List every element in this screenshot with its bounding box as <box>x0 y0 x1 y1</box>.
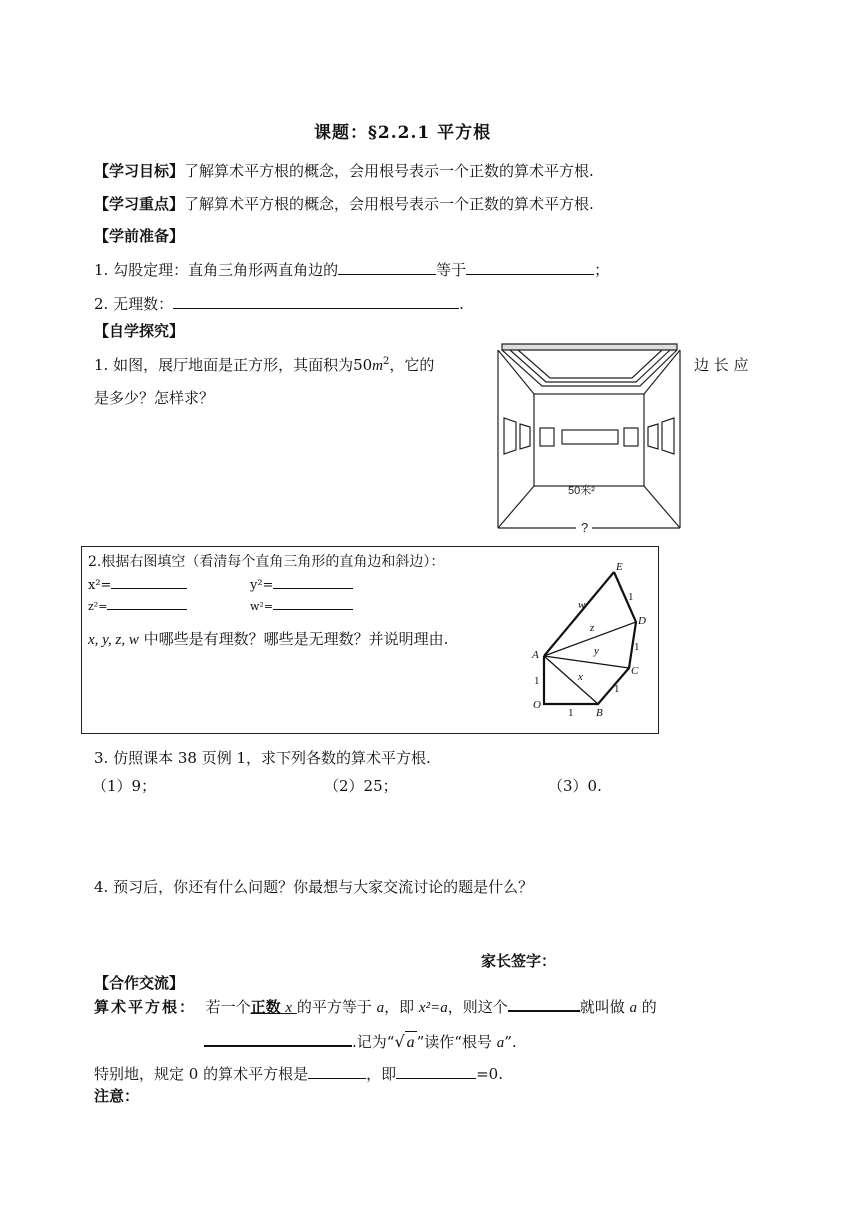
def-a-var-3: a <box>496 1035 505 1051</box>
learning-goal <box>94 160 594 181</box>
special-text-c: =0. <box>476 1065 503 1083</box>
q3-item-2: （2）25； <box>324 777 398 795</box>
def-positive: 正数 <box>250 998 281 1016</box>
focus-label: 【学习重点】 <box>94 195 185 213</box>
w-squared-field <box>250 598 353 613</box>
def-text-d: ，则这个 <box>447 998 508 1016</box>
x-squared-label: x²= <box>88 578 112 593</box>
sqrt-a: a <box>406 1034 415 1051</box>
prep-q2-end: . <box>459 295 464 313</box>
page-title: 课题：§2.2.1 平方根 <box>314 123 492 143</box>
room-side-question: ? <box>581 520 589 534</box>
z-squared-label: z²= <box>88 600 108 613</box>
explore-q1-text: 1. 如图，展厅地面是正方形，其面积为50 <box>94 356 373 374</box>
prep-q2-text: 2. 无理数： <box>94 295 174 313</box>
blank-irrational[interactable] <box>173 293 459 309</box>
explore-q2-text: 2.根据右图填空（看清每个直角三角形的直角边和斜边）： <box>88 554 445 570</box>
def-text-e: 就叫做 <box>579 998 625 1016</box>
blank-z2[interactable] <box>107 598 187 610</box>
z-squared-field <box>88 598 187 613</box>
w-squared-label: w²= <box>250 600 274 613</box>
blank-w2[interactable] <box>273 598 353 610</box>
blank-sqrt-zero[interactable] <box>396 1063 476 1079</box>
prep-q1-end: ； <box>594 261 610 279</box>
room-area-label: 50米² <box>568 485 595 497</box>
point-D: D <box>638 615 646 627</box>
goal-label: 【学习目标】 <box>94 162 185 180</box>
variables: x, y, z, w <box>88 632 139 648</box>
def-x: x <box>285 1000 293 1016</box>
prep-question-2 <box>94 293 464 314</box>
blank-x2[interactable] <box>111 576 187 589</box>
special-text-b: ，即 <box>366 1065 397 1083</box>
def-equation: x²=a <box>418 1000 448 1016</box>
triangle-spiral-diagram <box>526 556 656 720</box>
unit-m: m <box>372 358 384 374</box>
length-DC: 1 <box>634 641 640 653</box>
def-text-b: 的平方等于 <box>296 998 372 1016</box>
point-A: A <box>532 649 539 661</box>
definition-label: 算术平方根： <box>94 998 197 1016</box>
length-CB: 1 <box>614 683 620 695</box>
blank-legs[interactable] <box>338 259 436 275</box>
sqrt-symbol: √ a <box>394 1032 415 1051</box>
special-text-a: 特别地，规定 0 的算术平方根是 <box>94 1065 309 1083</box>
length-OB: 1 <box>568 707 574 719</box>
def-a-var-2: a <box>629 1000 638 1016</box>
explore-label: 【自学探究】 <box>94 322 185 340</box>
y-squared-field <box>250 576 353 593</box>
goal-text: 了解算术平方根的概念，会用根号表示一个正数的算术平方根. <box>184 162 594 180</box>
blank-arith-root[interactable] <box>204 1030 352 1047</box>
prep-q1-equals: 等于 <box>436 261 467 279</box>
def-text-i: ”. <box>504 1033 517 1051</box>
focus-text: 了解算术平方根的概念，会用根号表示一个正数的算术平方根. <box>184 195 594 213</box>
note-label: 注意： <box>94 1087 140 1105</box>
segment-x: x <box>578 671 583 683</box>
blank-y2[interactable] <box>273 576 353 589</box>
exhibition-room-illustration <box>492 342 686 534</box>
explore-q1-tail: 边 长 应 <box>694 356 749 374</box>
prep-label: 【学前准备】 <box>94 227 185 245</box>
point-O: O <box>533 699 541 711</box>
special-rule <box>94 1063 503 1084</box>
point-B: B <box>596 707 603 719</box>
explore-q3: 3. 仿照课本 38 页例 1，求下列各数的算术平方根. <box>94 749 431 767</box>
def-text-f: 的 <box>641 998 657 1016</box>
q3-item-3: （3）0. <box>548 777 602 795</box>
def-a-var: a <box>376 1000 385 1016</box>
explore-q4: 4. 预习后，你还有什么问题？你最想与大家交流讨论的题是什么？ <box>94 878 534 896</box>
length-OA: 1 <box>534 675 540 687</box>
q3-item-1: （1）9； <box>92 777 157 795</box>
y-squared-label: y²= <box>250 578 274 593</box>
def-text-h: ”读作“根号 <box>416 1033 492 1051</box>
coop-label: 【合作交流】 <box>94 974 185 992</box>
blank-x-number[interactable] <box>508 995 580 1012</box>
parent-signature-label: 家长签字： <box>481 952 557 970</box>
segment-y: y <box>594 645 599 657</box>
explore-q2-question-text: 中哪些是有理数？哪些是无理数？并说明理由. <box>143 630 449 648</box>
definition-line-2 <box>204 1030 517 1052</box>
prep-question-1 <box>94 259 609 280</box>
length-ED: 1 <box>628 591 634 603</box>
segment-w: w <box>578 599 586 611</box>
def-text-a: 若一个 <box>205 998 251 1016</box>
explore-q1-line2: 是多少？怎样求？ <box>94 389 215 407</box>
x-squared-field <box>88 576 187 593</box>
explore-q1-cont: ，它的 <box>389 356 435 374</box>
explore-q2-question <box>88 628 448 649</box>
segment-z: z <box>590 622 595 634</box>
learning-focus <box>94 193 594 214</box>
unit-exp: 2 <box>383 356 390 367</box>
def-text-c: ，即 <box>384 998 415 1016</box>
point-E: E <box>616 561 623 573</box>
explore-q1-line1 <box>94 354 434 375</box>
def-text-g: .记为“ <box>352 1033 395 1051</box>
prep-q1-text: 1. 勾股定理：直角三角形两直角边的 <box>94 261 339 279</box>
blank-hypotenuse[interactable] <box>466 259 594 275</box>
blank-zero-root[interactable] <box>308 1063 366 1079</box>
point-C: C <box>631 665 639 677</box>
definition-line-1 <box>94 995 657 1017</box>
